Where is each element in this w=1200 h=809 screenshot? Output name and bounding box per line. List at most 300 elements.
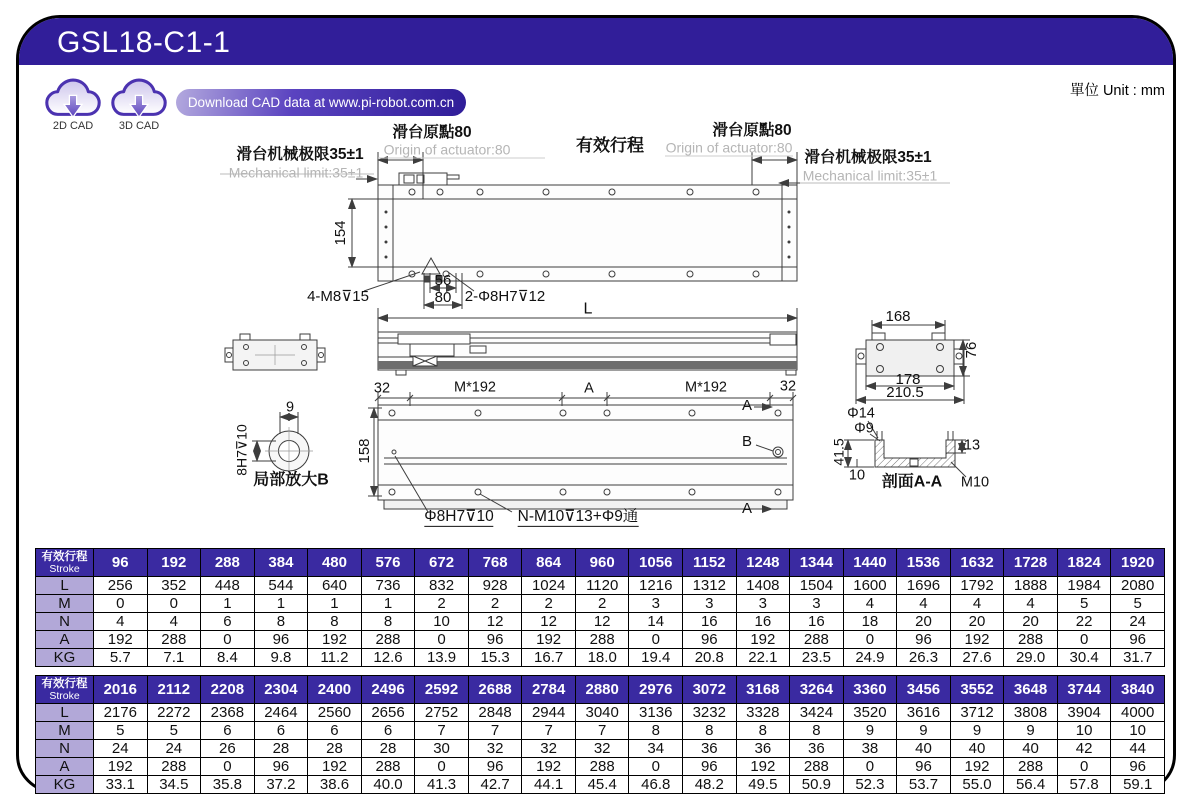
spec-cell: 0 — [1057, 758, 1111, 776]
spec-cell: 40.0 — [361, 776, 415, 794]
spec-table — [35, 548, 1165, 667]
annotation-mech-limit-right-en: Mechanical limit:35±1 — [802, 167, 938, 184]
spec-cell: 57.8 — [1057, 776, 1111, 794]
dim-210-5: 210.5 — [886, 384, 924, 402]
spec-cell: 16.7 — [522, 649, 576, 667]
stroke-value-header: 2112 — [147, 676, 201, 704]
spec-cell: 42 — [1057, 740, 1111, 758]
annotation-mech-limit-right-cn: 滑台机械极限35±1 — [804, 148, 932, 166]
stroke-value-header: 96 — [94, 549, 148, 577]
dim-a-top: A — [584, 380, 594, 397]
cad-download-banner[interactable]: Download CAD data at www.pi-robot.com.cn — [176, 89, 466, 116]
spec-cell: 50.9 — [790, 776, 844, 794]
annotation-mech-limit-left-en: Mechanical limit:35±1 — [228, 164, 364, 181]
dim-m192-left: M*192 — [454, 379, 496, 396]
spec-cell: 3712 — [950, 704, 1004, 722]
spec-cell: 2176 — [94, 704, 148, 722]
spec-cell: 544 — [254, 577, 308, 595]
spec-cell: 7 — [468, 722, 522, 740]
row-label-m: M — [36, 595, 94, 613]
stroke-header-label: 有效行程 Stroke — [36, 549, 94, 577]
spec-cell: 1 — [308, 595, 362, 613]
spec-cell: 3040 — [575, 704, 629, 722]
spec-cell: 45.4 — [575, 776, 629, 794]
spec-cell: 0 — [629, 758, 683, 776]
spec-cell: 59.1 — [1111, 776, 1165, 794]
spec-cell: 26.3 — [897, 649, 951, 667]
spec-cell: 8 — [254, 613, 308, 631]
spec-cell: 0 — [415, 631, 469, 649]
spec-cell: 10 — [1111, 722, 1165, 740]
spec-cell: 4 — [147, 613, 201, 631]
spec-cell: 288 — [1004, 758, 1058, 776]
annotation-effective-stroke-cn: 有效行程 — [576, 136, 644, 156]
spec-cell: 7.1 — [147, 649, 201, 667]
spec-cell: 6 — [361, 722, 415, 740]
spec-cell: 3 — [736, 595, 790, 613]
stroke-spec-table-1 — [35, 548, 1165, 667]
spec-cell: 20 — [897, 613, 951, 631]
spec-cell: 96 — [897, 631, 951, 649]
cad-2d-label: 2D CAD — [52, 120, 94, 132]
spec-cell: 29.0 — [1004, 649, 1058, 667]
spec-cell: 0 — [201, 631, 255, 649]
spec-cell: 1 — [254, 595, 308, 613]
spec-cell: 8 — [361, 613, 415, 631]
spec-cell: 832 — [415, 577, 469, 595]
spec-cell: 96 — [1111, 631, 1165, 649]
row-label-n: N — [36, 613, 94, 631]
spec-cell: 192 — [308, 758, 362, 776]
spec-cell: 2464 — [254, 704, 308, 722]
spec-cell: 288 — [361, 631, 415, 649]
cad-3d-label: 3D CAD — [118, 120, 160, 132]
spec-cell: 2944 — [522, 704, 576, 722]
spec-cell: 4 — [94, 613, 148, 631]
unit-label: 單位 Unit : mm — [1069, 83, 1165, 99]
spec-cell: 288 — [361, 758, 415, 776]
row-label-m: M — [36, 722, 94, 740]
spec-cell: 44.1 — [522, 776, 576, 794]
dim-32-right: 32 — [779, 378, 797, 395]
spec-cell: 9 — [843, 722, 897, 740]
spec-cell: 5 — [1111, 595, 1165, 613]
spec-cell: 8.4 — [201, 649, 255, 667]
spec-cell: 10 — [415, 613, 469, 631]
spec-cell: 18 — [843, 613, 897, 631]
spec-cell: 22 — [1057, 613, 1111, 631]
stroke-value-header: 2784 — [522, 676, 576, 704]
spec-cell: 40 — [897, 740, 951, 758]
spec-cell: 8 — [790, 722, 844, 740]
spec-cell: 1120 — [575, 577, 629, 595]
stroke-value-header: 1824 — [1057, 549, 1111, 577]
spec-cell: 96 — [468, 631, 522, 649]
spec-cell: 0 — [94, 595, 148, 613]
section-a-a-title: 剖面A-A — [881, 473, 943, 491]
spec-cell: 3424 — [790, 704, 844, 722]
stroke-value-header: 2880 — [575, 676, 629, 704]
spec-cell: 8 — [629, 722, 683, 740]
spec-cell: 41.3 — [415, 776, 469, 794]
spec-cell: 1504 — [790, 577, 844, 595]
spec-cell: 1024 — [522, 577, 576, 595]
spec-cell: 8 — [683, 722, 737, 740]
section-marker-a-lower: A — [741, 500, 753, 518]
spec-cell: 56.4 — [1004, 776, 1058, 794]
spec-cell: 0 — [1057, 631, 1111, 649]
spec-cell: 9 — [897, 722, 951, 740]
stroke-value-header: 2592 — [415, 676, 469, 704]
spec-cell: 15.3 — [468, 649, 522, 667]
spec-cell: 640 — [308, 577, 362, 595]
spec-cell: 1408 — [736, 577, 790, 595]
spec-cell: 12 — [468, 613, 522, 631]
spec-cell: 40 — [950, 740, 1004, 758]
spec-cell: 192 — [736, 758, 790, 776]
spec-cell: 1 — [361, 595, 415, 613]
spec-cell: 30.4 — [1057, 649, 1111, 667]
spec-cell: 2 — [522, 595, 576, 613]
stroke-value-header: 1248 — [736, 549, 790, 577]
spec-cell: 192 — [308, 631, 362, 649]
stroke-value-header: 2304 — [254, 676, 308, 704]
stroke-value-header: 192 — [147, 549, 201, 577]
spec-cell: 2560 — [308, 704, 362, 722]
spec-cell: 4000 — [1111, 704, 1165, 722]
spec-cell: 20 — [950, 613, 1004, 631]
spec-cell: 36 — [683, 740, 737, 758]
spec-cell: 22.1 — [736, 649, 790, 667]
spec-cell: 1984 — [1057, 577, 1111, 595]
spec-cell: 36 — [790, 740, 844, 758]
spec-cell: 96 — [683, 758, 737, 776]
spec-cell: 35.8 — [201, 776, 255, 794]
spec-cell: 0 — [843, 631, 897, 649]
spec-cell: 96 — [254, 631, 308, 649]
spec-cell: 12.6 — [361, 649, 415, 667]
spec-cell: 24 — [147, 740, 201, 758]
row-label-kg: KG — [36, 776, 94, 794]
stroke-value-header: 1920 — [1111, 549, 1165, 577]
label-phi8h7-depth10: Φ8H7⊽10 — [424, 509, 493, 527]
detail-b-title: 局部放大B — [253, 471, 329, 489]
dim-178: 178 — [895, 371, 921, 389]
stroke-value-header: 3840 — [1111, 676, 1165, 704]
row-label-n: N — [36, 740, 94, 758]
dim-32-left: 32 — [373, 380, 391, 397]
stroke-value-header: 3552 — [950, 676, 1004, 704]
annotation-mech-limit-left-cn: 滑台机械极限35±1 — [236, 145, 364, 163]
spec-cell: 9 — [1004, 722, 1058, 740]
spec-cell: 3904 — [1057, 704, 1111, 722]
spec-cell: 3 — [683, 595, 737, 613]
spec-cell: 3808 — [1004, 704, 1058, 722]
spec-cell: 2 — [575, 595, 629, 613]
stroke-value-header: 3168 — [736, 676, 790, 704]
annotation-origin-left-en: Origin of actuator:80 — [383, 141, 511, 158]
spec-cell: 4 — [897, 595, 951, 613]
stroke-header-label: 有效行程 Stroke — [36, 676, 94, 704]
section-marker-a-upper: A — [741, 397, 753, 415]
spec-cell: 1600 — [843, 577, 897, 595]
spec-cell: 16 — [683, 613, 737, 631]
spec-cell: 2368 — [201, 704, 255, 722]
dim-9: 9 — [285, 399, 295, 416]
stroke-value-header: 2208 — [201, 676, 255, 704]
spec-table — [35, 675, 1165, 794]
stroke-value-header: 1728 — [1004, 549, 1058, 577]
dim-10: 10 — [848, 467, 866, 484]
stroke-value-header: 3456 — [897, 676, 951, 704]
spec-cell: 96 — [683, 631, 737, 649]
spec-cell: 3520 — [843, 704, 897, 722]
spec-cell: 192 — [950, 758, 1004, 776]
stroke-value-header: 3072 — [683, 676, 737, 704]
spec-cell: 27.6 — [950, 649, 1004, 667]
spec-cell: 7 — [575, 722, 629, 740]
spec-cell: 8 — [736, 722, 790, 740]
spec-cell: 0 — [147, 595, 201, 613]
dim-phi14: Φ14 — [847, 405, 875, 422]
stroke-spec-table-2 — [35, 675, 1165, 794]
stroke-value-header: 1056 — [629, 549, 683, 577]
spec-cell: 0 — [415, 758, 469, 776]
stroke-value-header: 1632 — [950, 549, 1004, 577]
spec-cell: 34.5 — [147, 776, 201, 794]
page-title: GSL18-C1-1 — [57, 26, 231, 59]
spec-cell: 1312 — [683, 577, 737, 595]
spec-cell: 53.7 — [897, 776, 951, 794]
spec-cell: 28 — [361, 740, 415, 758]
spec-cell: 192 — [94, 758, 148, 776]
row-label-kg: KG — [36, 649, 94, 667]
spec-cell: 4 — [843, 595, 897, 613]
spec-cell: 736 — [361, 577, 415, 595]
spec-cell: 2752 — [415, 704, 469, 722]
spec-cell: 96 — [254, 758, 308, 776]
dim-m10: M10 — [960, 474, 990, 491]
annotation-origin-right-cn: 滑台原點80 — [712, 121, 792, 139]
spec-cell: 0 — [843, 758, 897, 776]
spec-cell: 24.9 — [843, 649, 897, 667]
dim-l: L — [583, 300, 593, 318]
spec-cell: 32 — [575, 740, 629, 758]
spec-cell: 192 — [94, 631, 148, 649]
stroke-value-header: 3744 — [1057, 676, 1111, 704]
spec-cell: 33.1 — [94, 776, 148, 794]
spec-cell: 23.5 — [790, 649, 844, 667]
spec-cell: 3616 — [897, 704, 951, 722]
stroke-value-header: 3360 — [843, 676, 897, 704]
detail-marker-b: B — [741, 433, 753, 451]
spec-cell: 3136 — [629, 704, 683, 722]
spec-cell: 288 — [790, 631, 844, 649]
spec-cell: 192 — [736, 631, 790, 649]
spec-cell: 42.7 — [468, 776, 522, 794]
spec-cell: 31.7 — [1111, 649, 1165, 667]
spec-cell: 28 — [308, 740, 362, 758]
spec-cell: 32 — [468, 740, 522, 758]
spec-cell: 448 — [201, 577, 255, 595]
spec-cell: 28 — [254, 740, 308, 758]
spec-cell: 12 — [575, 613, 629, 631]
row-label-a: A — [36, 758, 94, 776]
spec-cell: 9 — [950, 722, 1004, 740]
spec-cell: 3328 — [736, 704, 790, 722]
spec-cell: 30 — [415, 740, 469, 758]
dim-41-5: 41.5 — [830, 438, 847, 466]
spec-cell: 19.4 — [629, 649, 683, 667]
label-2-phi8h7-depth12: 2-Φ8H7⊽12 — [464, 288, 546, 306]
spec-cell: 36 — [736, 740, 790, 758]
spec-cell: 55.0 — [950, 776, 1004, 794]
spec-cell: 20 — [1004, 613, 1058, 631]
dim-168: 168 — [885, 308, 911, 326]
dim-80: 80 — [434, 289, 452, 307]
annotation-origin-right-en: Origin of actuator:80 — [665, 139, 793, 156]
spec-cell: 288 — [790, 758, 844, 776]
spec-cell: 288 — [147, 758, 201, 776]
spec-cell: 928 — [468, 577, 522, 595]
spec-cell: 12 — [522, 613, 576, 631]
dim-m192-right: M*192 — [685, 379, 727, 396]
spec-cell: 8 — [308, 613, 362, 631]
spec-cell: 32 — [522, 740, 576, 758]
spec-cell: 5 — [1057, 595, 1111, 613]
spec-cell: 26 — [201, 740, 255, 758]
spec-cell: 18.0 — [575, 649, 629, 667]
spec-cell: 40 — [1004, 740, 1058, 758]
spec-cell: 2 — [468, 595, 522, 613]
stroke-value-header: 1152 — [683, 549, 737, 577]
stroke-value-header: 2976 — [629, 676, 683, 704]
spec-cell: 96 — [468, 758, 522, 776]
row-label-a: A — [36, 631, 94, 649]
dim-158: 158 — [356, 438, 374, 464]
dim-13: 13 — [963, 437, 981, 454]
spec-cell: 11.2 — [308, 649, 362, 667]
spec-cell: 13.9 — [415, 649, 469, 667]
row-label-l: L — [36, 577, 94, 595]
spec-cell: 288 — [1004, 631, 1058, 649]
spec-cell: 2080 — [1111, 577, 1165, 595]
spec-cell: 16 — [790, 613, 844, 631]
stroke-value-header: 2016 — [94, 676, 148, 704]
spec-cell: 96 — [897, 758, 951, 776]
spec-cell: 256 — [94, 577, 148, 595]
spec-cell: 4 — [1004, 595, 1058, 613]
stroke-value-header: 768 — [468, 549, 522, 577]
stroke-value-header: 384 — [254, 549, 308, 577]
stroke-value-header: 1536 — [897, 549, 951, 577]
spec-cell: 7 — [415, 722, 469, 740]
dim-76: 76 — [963, 341, 981, 359]
stroke-value-header: 2400 — [308, 676, 362, 704]
spec-cell: 16 — [736, 613, 790, 631]
spec-cell: 9.8 — [254, 649, 308, 667]
spec-cell: 20.8 — [683, 649, 737, 667]
spec-cell: 288 — [147, 631, 201, 649]
spec-cell: 2 — [415, 595, 469, 613]
dim-56: 56 — [434, 272, 452, 290]
spec-cell: 38.6 — [308, 776, 362, 794]
spec-cell: 49.5 — [736, 776, 790, 794]
spec-cell: 1216 — [629, 577, 683, 595]
stroke-value-header: 960 — [575, 549, 629, 577]
spec-cell: 6 — [254, 722, 308, 740]
spec-cell: 6 — [308, 722, 362, 740]
spec-cell: 288 — [575, 631, 629, 649]
spec-cell: 5 — [147, 722, 201, 740]
spec-cell: 1888 — [1004, 577, 1058, 595]
stroke-value-header: 3648 — [1004, 676, 1058, 704]
spec-cell: 5 — [94, 722, 148, 740]
spec-cell: 14 — [629, 613, 683, 631]
spec-cell: 2272 — [147, 704, 201, 722]
spec-cell: 24 — [94, 740, 148, 758]
stroke-value-header: 672 — [415, 549, 469, 577]
stroke-value-header: 1440 — [843, 549, 897, 577]
dim-phi9: Φ9 — [854, 420, 874, 437]
spec-cell: 2848 — [468, 704, 522, 722]
spec-cell: 0 — [201, 758, 255, 776]
row-label-l: L — [36, 704, 94, 722]
label-n-m10-holes: N-M10⊽13+Φ9通 — [518, 509, 639, 527]
spec-cell: 0 — [629, 631, 683, 649]
stroke-value-header: 2688 — [468, 676, 522, 704]
stroke-value-header: 3264 — [790, 676, 844, 704]
spec-cell: 46.8 — [629, 776, 683, 794]
spec-cell: 6 — [201, 613, 255, 631]
spec-cell: 1 — [201, 595, 255, 613]
spec-cell: 34 — [629, 740, 683, 758]
spec-cell: 192 — [522, 631, 576, 649]
spec-cell: 96 — [1111, 758, 1165, 776]
spec-cell: 2656 — [361, 704, 415, 722]
spec-cell: 6 — [201, 722, 255, 740]
spec-cell: 10 — [1057, 722, 1111, 740]
spec-cell: 288 — [575, 758, 629, 776]
spec-cell: 1696 — [897, 577, 951, 595]
spec-cell: 4 — [950, 595, 1004, 613]
spec-cell: 5.7 — [94, 649, 148, 667]
spec-cell: 24 — [1111, 613, 1165, 631]
spec-cell: 3 — [790, 595, 844, 613]
spec-cell: 192 — [950, 631, 1004, 649]
stroke-value-header: 2496 — [361, 676, 415, 704]
label-4-m8-depth15: 4-M8⊽15 — [307, 288, 369, 306]
dim-8h7-depth10: 8H7⊽10 — [233, 424, 250, 476]
spec-cell: 38 — [843, 740, 897, 758]
spec-cell: 44 — [1111, 740, 1165, 758]
stroke-value-header: 1344 — [790, 549, 844, 577]
stroke-value-header: 864 — [522, 549, 576, 577]
spec-cell: 48.2 — [683, 776, 737, 794]
spec-cell: 3232 — [683, 704, 737, 722]
stroke-value-header: 480 — [308, 549, 362, 577]
spec-cell: 37.2 — [254, 776, 308, 794]
dim-154: 154 — [332, 220, 350, 246]
stroke-value-header: 576 — [361, 549, 415, 577]
spec-cell: 352 — [147, 577, 201, 595]
spec-cell: 192 — [522, 758, 576, 776]
spec-cell: 3 — [629, 595, 683, 613]
spec-cell: 1792 — [950, 577, 1004, 595]
annotation-origin-left-cn: 滑台原點80 — [392, 123, 472, 141]
spec-cell: 52.3 — [843, 776, 897, 794]
spec-cell: 7 — [522, 722, 576, 740]
